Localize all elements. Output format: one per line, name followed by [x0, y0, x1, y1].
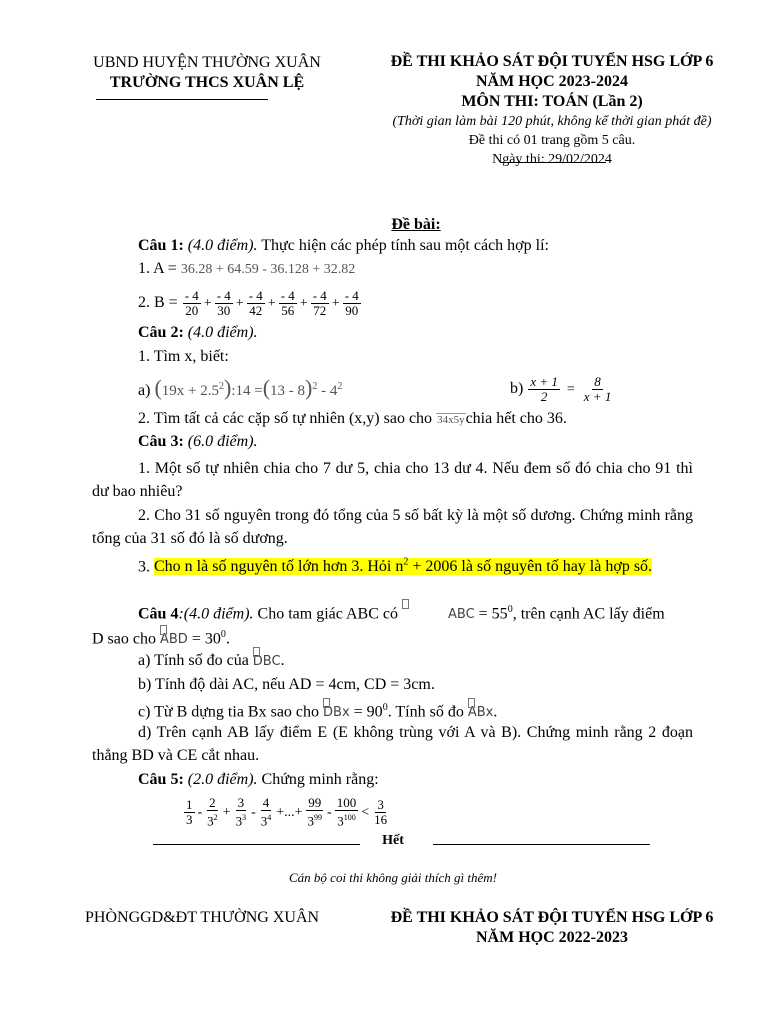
angle-abx-symbol: ABx [468, 702, 494, 724]
q2-sub1: 1. Tìm x, biết: [138, 348, 229, 365]
proctor-note: Cán bộ coi thi không giải thích gì thêm! [289, 870, 497, 885]
exam-pages: Đề thi có 01 trang gồm 5 câu. [468, 133, 636, 148]
school-year: NĂM HỌC 2023-2024 [476, 73, 628, 90]
q3-heading: Câu 3: (6.0 điểm). [138, 433, 258, 450]
end-line-right [433, 844, 650, 845]
q4-part-a: a) Tính số đo của DBC. [138, 650, 285, 673]
q2-heading: Câu 2: (4.0 điểm). [138, 324, 258, 341]
end-marker: Hết [382, 833, 404, 848]
end-line-left [153, 844, 360, 845]
footer-school-year: NĂM HỌC 2022-2023 [476, 929, 628, 946]
authority-name: UBND HUYỆN THƯỜNG XUÂN [93, 54, 321, 71]
q1-b-fraction-6: $\frac{- 4}{90}$ [344, 287, 359, 318]
angle-dbx-symbol: DBx [323, 702, 350, 724]
page-title: Đề bài: [391, 216, 441, 233]
header-right [352, 52, 752, 169]
date-underline [500, 162, 606, 163]
q4-intro: Câu 4:(4.0 điểm). Cho tam giác ABC có ABC = $55^0$, trên cạnh AC lấy điểm [92, 598, 693, 626]
q4-part-b: b) Tính độ dài AC, nếu AD = 4cm, CD = 3cm. [138, 676, 435, 693]
footer-exam-title: ĐỀ THI KHẢO SÁT ĐỘI TUYỂN HSG LỚP 6 [390, 909, 714, 926]
q5-heading: Câu 5: (2.0 điểm). Chứng minh rằng: [138, 771, 379, 788]
q1-part-a: 1. A = 36.28 + 64.59 - 36.128 + 32.82 [138, 260, 356, 277]
header-left [62, 54, 352, 92]
q1-b-fraction-4: $\frac{- 4}{56}$ [280, 287, 295, 318]
q5-inequality: $\frac{1}{3}$ - $\frac{2}{3^2}$ + $\frac{3}{3^3}$ - $\frac{4}{3^4}$ +...+ $\frac{99}{3^{99}}$ - $\frac{100}{3^{100}}$ < $\frac{3}{16}$ [186, 795, 388, 829]
angle-dbc-symbol: DBC [253, 651, 281, 673]
q1-part-b: 2. B = $\frac{- 4}{20}$ + $\frac{- 4}{30}$ + $\frac{- 4}{42}$ + $\frac{- 4}{56}$ + $\frac{- 4}{72}$ + $\frac{- 4}{90}$ [138, 287, 359, 318]
q1-b-fraction-2: $\frac{- 4}{30}$ [216, 287, 231, 318]
footer-right [352, 908, 752, 948]
q3-part-1: 1. Một số tự nhiên chia cho 7 dư 5, chia cho 13 dư 4. Nếu đem số đó chia cho 91 thì dư bao nhiêu? [92, 460, 693, 500]
angle-abc-symbol: ABC [402, 603, 475, 626]
exam-title: ĐỀ THI KHẢO SÁT ĐỘI TUYỂN HSG LỚP 6 [390, 53, 714, 70]
q2-a-equation: $(19x + 2.5^2):14 =(13 - 8)^2 - 4^2$ [154, 375, 343, 400]
q3-part-2: 2. Cho 31 số nguyên trong đó tổng của 5 số bất kỳ là một số dương. Chứng minh rằng tổng của 31 số đó là số dương. [92, 507, 693, 547]
q1-a-expression: 36.28 + 64.59 - 36.128 + 32.82 [180, 262, 356, 277]
q2-sub2: 2. Tìm tất cả các cặp số tự nhiên (x,y) sao cho 34x5ychia hết cho 36. [138, 410, 567, 427]
q1-b-fraction-5: $\frac{- 4}{72}$ [312, 287, 327, 318]
angle-abd-symbol: ABD [160, 629, 188, 651]
q2-overlined-number: 34x5y [437, 414, 465, 426]
school-name: TRƯỜNG THCS XUÂN LỆ [109, 74, 305, 91]
subject: MÔN THI: TOÁN (Lần 2) [461, 93, 643, 110]
school-underline [96, 99, 268, 100]
q2-b-rhs-fraction: $\frac{8}{x + 1}$ [583, 373, 612, 404]
q1-b-fraction-1: $\frac{- 4}{20}$ [184, 287, 199, 318]
q2-b-lhs-fraction: $\frac{x + 1}{2}$ [530, 373, 558, 404]
exam-date: Ngày thi: 29/02/2024 [492, 152, 612, 167]
q4-part-c: c) Từ B dựng tia Bx sao cho DBx = $90^0$. Tính số đo ABx. [138, 697, 497, 724]
q1-heading: Câu 1: (4.0 điểm). Thực hiện các phép tính sau một cách hợp lí: [138, 237, 549, 254]
q2-part-a: a) $(19x + 2.5^2):14 =(13 - 8)^2 - 4^2$ [138, 375, 343, 400]
exam-duration: (Thời gian làm bài 120 phút, không kể thời gian phát đề) [392, 114, 712, 129]
footer-left: PHÒNGGD&ĐT THƯỜNG XUÂN [85, 909, 320, 926]
highlighted-text: Cho n là số nguyên tố lớn hơn 3. Hỏi $n^2 + 2006$ là số nguyên tố hay là hợp số. [154, 557, 653, 576]
q4-part-d: d) Trên cạnh AB lấy điểm E (E không trùng với A và B). Chứng minh rằng 2 đoạn thẳng BD và CE cắt nhau. [92, 724, 693, 764]
q1-b-fraction-3: $\frac{- 4}{42}$ [248, 287, 263, 318]
q3-part-3: 3. Cho n là số nguyên tố lớn hơn 3. Hỏi $n^2 + 2006$ là số nguyên tố hay là hợp số. [138, 557, 653, 576]
q2-part-b: b) $\frac{x + 1}{2}$ = $\frac{8}{x + 1}$ [510, 373, 612, 404]
q4-intro-line2: D sao cho ABD = $30^0$. [92, 624, 230, 651]
